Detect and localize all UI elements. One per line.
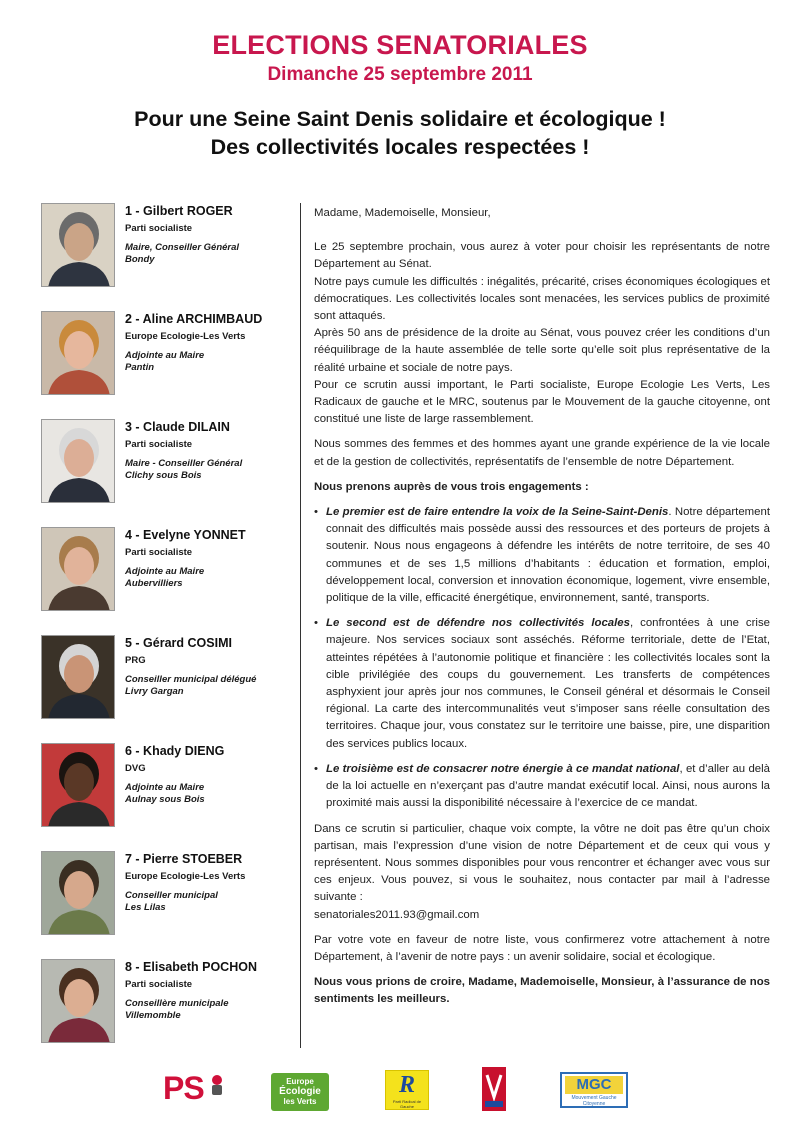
candidate-party: Parti socialiste <box>125 547 193 558</box>
candidate-role: Conseillère municipale <box>125 998 229 1009</box>
slogan <box>0 105 800 161</box>
letter-paragraph: Par votre vote en faveur de notre liste, vous confirmerez votre attachement à notre Département, à l’avenir de notre pays : un avenir solidaire, social et écologique. <box>314 933 770 963</box>
eelv-logo: Europe Écologie les Verts <box>271 1073 329 1111</box>
candidate-role: Maire - Conseiller Général <box>125 458 243 469</box>
candidate-photo <box>41 527 115 611</box>
candidate-city: Bondy <box>125 254 155 265</box>
letter-paragraph: Dans ce scrutin si particulier, chaque voix compte, la vôtre ne doit pas être qu’un choix partisan, mais l’expression d’une vision de notre Département et de ceux qui vous y représentent. Nous sommes disponibles pour vous rencontrer et échanger avec vous sur ces enjeux. Vous pouvez, si vous le souhaitez, nous contacter par mail à l’adresse suivante : <box>314 822 770 904</box>
candidate-name: 1 - Gilbert ROGER <box>125 204 233 218</box>
letter <box>314 205 770 1009</box>
candidate-role: Conseiller municipal délégué <box>125 674 257 685</box>
candidate-city: Aubervilliers <box>125 578 183 589</box>
candidate-photo <box>41 419 115 503</box>
candidate-name: 5 - Gérard COSIMI <box>125 636 232 650</box>
candidate-city: Les Lilas <box>125 902 166 913</box>
candidate-photo <box>41 959 115 1043</box>
candidate-party: Europe Ecologie-Les Verts <box>125 331 246 342</box>
party-logos <box>0 1064 800 1114</box>
candidate-name: 8 - Elisabeth POCHON <box>125 960 257 974</box>
candidate-party: DVG <box>125 763 146 774</box>
candidate-city: Aulnay sous Bois <box>125 794 205 805</box>
candidate-item <box>41 743 291 829</box>
candidate-item <box>41 203 291 289</box>
engagement-item <box>314 504 770 607</box>
salutation: Madame, Mademoiselle, Monsieur, <box>314 207 491 219</box>
candidate-photo <box>41 743 115 827</box>
candidate-info <box>125 852 295 914</box>
candidate-photo <box>41 203 115 287</box>
slogan-line-2: Des collectivités locales respectées ! <box>210 135 590 159</box>
prg-logo: R Parti Radical de Gauche <box>385 1070 429 1110</box>
candidate-city: Villemomble <box>125 1010 181 1021</box>
letter-paragraph: Le 25 septembre prochain, vous aurez à voter pour choisir les représentants de notre Département au Sénat. <box>314 241 770 271</box>
election-date: Dimanche 25 septembre 2011 <box>267 64 533 85</box>
candidate-role: Adjointe au Maire <box>125 566 205 577</box>
candidate-name: 3 - Claude DILAIN <box>125 420 230 434</box>
slogan-line-1: Pour une Seine Saint Denis solidaire et écologique ! <box>134 107 666 131</box>
candidate-city: Clichy sous Bois <box>125 470 202 481</box>
candidate-city: Pantin <box>125 362 155 373</box>
candidate-photo <box>41 851 115 935</box>
mrc-emblem-icon <box>482 1067 506 1111</box>
header <box>0 30 800 161</box>
bullet-icon: • <box>314 506 318 519</box>
closing: Nous vous prions de croire, Madame, Mademoiselle, Monsieur, à l’assurance de nos sentiments les meilleurs. <box>314 976 770 1006</box>
bullet-icon: • <box>314 617 318 630</box>
candidate-info <box>125 204 295 266</box>
candidate-role: Adjointe au Maire <box>125 350 205 361</box>
candidate-name: 2 - Aline ARCHIMBAUD <box>125 312 263 326</box>
candidate-role: Conseiller municipal <box>125 890 218 901</box>
candidate-party: PRG <box>125 655 146 666</box>
page-title: ELECTIONS SENATORIALES <box>212 30 588 60</box>
engagement-item <box>314 761 770 813</box>
letter-paragraph: Nous sommes des femmes et des hommes ayant une grande expérience de la vie locale et de la gestion de collectivités, représentatifs de l’ensemble de notre Département. <box>314 438 770 468</box>
candidate-info <box>125 528 295 590</box>
candidate-party: Parti socialiste <box>125 223 193 234</box>
candidate-item <box>41 419 291 505</box>
engagements-title: Nous prenons auprès de vous trois engagements : <box>314 480 589 493</box>
candidate-role: Adjointe au Maire <box>125 782 205 793</box>
engagement-item <box>314 615 770 753</box>
bullet-icon: • <box>314 762 318 775</box>
mgc-logo: MGC Mouvement Gauche Citoyenne <box>560 1072 628 1108</box>
rose-fist-icon <box>208 1074 226 1096</box>
letter-paragraph: Pour ce scrutin aussi important, le Parti socialiste, Europe Ecologie Les Verts, Les Radicaux de gauche et le MRC, soutenus par le Mouvement de la gauche citoyenne, ont constitué une liste de large rassemblement. <box>314 378 770 426</box>
candidate-party: Parti socialiste <box>125 979 193 990</box>
candidate-party: Europe Ecologie-Les Verts <box>125 871 246 882</box>
candidate-info <box>125 636 295 698</box>
candidate-name: 4 - Evelyne YONNET <box>125 528 246 542</box>
contact-email[interactable]: senatoriales2011.93@gmail.com <box>314 908 480 921</box>
letter-paragraph: Après 50 ans de présidence de la droite au Sénat, vous pouvez créer les conditions d’un rééquilibrage de la haute assemblée de telle sorte qu’elle soit plus représentative de la réalité urbaine et sociale de notre pays. <box>314 327 770 374</box>
candidate-item <box>41 959 291 1045</box>
candidate-item <box>41 635 291 721</box>
engagement-lead: Le second est de défendre nos collectivités locales <box>326 617 630 630</box>
letter-paragraph: Notre pays cumule les difficultés : inégalités, précarité, crises économiques écologiques et démocratiques. Les collectivités locales sont menacées, les services publics de proximité sont attaqués. <box>314 275 770 323</box>
engagement-text: . Notre département connait des difficultés mais possède aussi des ressources et des porteurs de projets à soutenir. Nous nous engageons à défendre les intérêts de notre territoire, de ses 40 communes et de ses 1,5 millions d’habitants : éducation et formation, emploi, développement local, conversion et innovation économique, logement, vivre ensemble, politique de la ville, efficacité énergétique, environnement, santé, transports. <box>326 506 770 605</box>
candidate-party: Parti socialiste <box>125 439 193 450</box>
candidate-info <box>125 960 295 1022</box>
engagement-lead: Le premier est de faire entendre la voix de la Seine-Saint-Denis <box>326 506 669 519</box>
mrc-logo <box>482 1067 506 1116</box>
engagement-lead: Le troisième est de consacrer notre énergie à ce mandat national <box>326 762 680 775</box>
candidate-name: 6 - Khady DIENG <box>125 744 225 758</box>
engagement-text: , et d’aller au delà de la loi actuelle en n’exerçant pas d’autre mandat exécutif local. Ainsi, nous aurons la proximité mais aussi la disponibilité nécessaire à l’exercice de ce mandat. <box>326 762 770 810</box>
candidate-item <box>41 527 291 613</box>
candidate-city: Livry Gargan <box>125 686 184 697</box>
candidate-item <box>41 851 291 937</box>
ps-logo: PS <box>163 1070 226 1107</box>
candidate-photo <box>41 635 115 719</box>
candidate-info <box>125 744 295 806</box>
column-divider <box>300 203 301 1048</box>
candidate-info <box>125 420 295 482</box>
candidate-item <box>41 311 291 397</box>
candidate-role: Maire, Conseiller Général <box>125 242 240 253</box>
candidate-info <box>125 312 295 374</box>
engagement-text: , confrontées à une crise majeure. Nos services sociaux sont asséchés. Réforme territoriale, dette de l’Etat, atteintes répétées à l’autonomie politique et financière : les collectivités locales sont la cible privilégiée des coups du gouvernement. Les transferts de compétences asphyxient jour après jour nos communes, le Conseil général et désormais le Conseil régional. La carte des intercommunalités veut s’imposer sans réelle consultation des territoires. Chaque jour, vous constatez sur le territoire une baisse, pire, une disparition des services publics locaux. <box>326 617 770 750</box>
candidate-photo <box>41 311 115 395</box>
candidate-name: 7 - Pierre STOEBER <box>125 852 243 866</box>
